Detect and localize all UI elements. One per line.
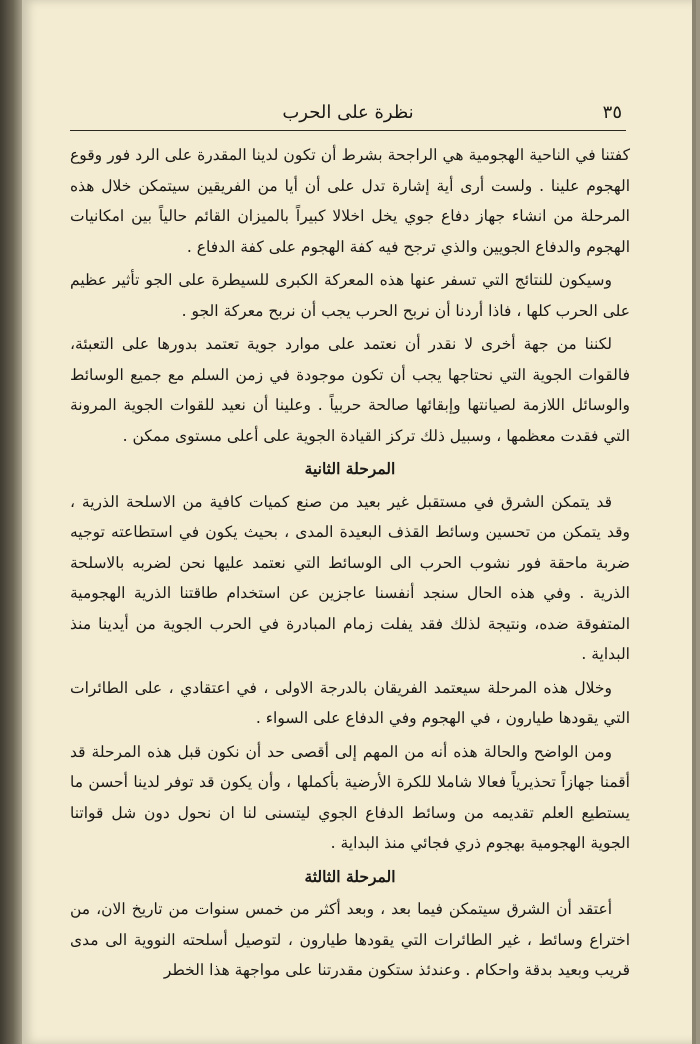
paragraph: ومن الواضح والحالة هذه أنه من المهم إلى أقصى حد أن نكون قبل هذه المرحلة قد أقمنا جهازاً تحذيرياً فعالا شاملا للكرة الأرضية بأكملها ، وأن يكون قد توفر لدينا أحسن ما يستطيع العلم تقديمه من وسائط الدفاع الجوي ليتسنى لنا ان نحول دون شل قواتنا الجوية الهجومية بهجوم ذري فجائي منذ البداية . — [70, 742, 630, 852]
book-spine-shadow — [0, 0, 22, 1044]
section-heading: المرحلة الثالثة — [304, 866, 396, 886]
page-number: ٣٥ — [602, 102, 622, 123]
page-edge — [692, 0, 696, 1044]
section-heading: المرحلة الثانية — [304, 459, 396, 478]
paragraph: أعتقد أن الشرق سيتمكن فيما بعد ، وبعد أكثر من خمس سنوات من تاريخ الان، من اختراع وسائط ، غير الطائرات التي يقودها طيارون ، لتوصيل أسلحته النووية الى مدى قريب وبعيد بدقة واحكام . وعندئذ ستكون مقدرتنا على مواجهة هذا الخطر — [70, 900, 630, 979]
paragraph: قد يتمكن الشرق في مستقبل غير بعيد من صنع كميات كافية من الاسلحة الذرية ، وقد يتمكن من تحسين وسائط القذف البعيدة المدى ، بحيث يكون في استطاعته توجيه ضربة ماحقة فور نشوب الحرب الى الوسائط التي نعتمد عليها نحن لضربه بالاسلحة الذرية . وفي هذه الحال سنجد أنفسنا عاجزين عن استخدام طاقتنا الذرية الهجومية المتفوقة ضده، ونتيجة لذلك فقد يفلت زمام المبادرة في الحرب الجوية من أيدينا منذ البداية . — [70, 492, 630, 663]
page-header — [70, 100, 626, 131]
paragraph: وخلال هذه المرحلة سيعتمد الفريقان بالدرجة الاولى ، في اعتقادي ، على الطائرات التي يقودها طيارون ، في الهجوم وفي الدفاع على السواء . — [70, 678, 630, 727]
page-body — [70, 140, 630, 989]
paragraph: لكننا من جهة أخرى لا نقدر أن نعتمد على موارد جوية تعتمد بدورها على التعبئة، فالقوات الجوية التي نحتاجها يجب أن تكون موجودة في زمن السلم مع جميع الوسائط والوسائل اللازمة لصيانتها وإبقائها صالحة حربياً . وعلينا أن نعيد للقوات الجوية المرونة التي فقدت معظمها ، وسبيل ذلك تركز القيادة الجوية على أعلى مستوى ممكن . — [70, 335, 630, 445]
running-title: نظرة على الحرب — [282, 102, 414, 123]
paragraph: وسيكون للنتائج التي تسفر عنها هذه المعركة الكبرى للسيطرة على الجو تأثير عظيم على الحرب كلها ، فاذا أردنا أن نربح الحرب يجب أن نربح معركة الجو . — [70, 271, 630, 320]
paragraph: كفتنا في الناحية الهجومية هي الراجحة بشرط أن تكون لدينا المقدرة على الرد فور وقوع الهجوم علينا . ولست أرى أية إشارة تدل على أن أيا من الفريقين سيتمكن خلال هذه المرحلة من انشاء جهاز دفاع جوي يخل اخلالا كبيراً بالميزان القائم حالياً بين امكانيات الهجوم والدفاع الجويين والذي ترجح فيه كفة الهجوم على كفة الدفاع . — [70, 146, 630, 256]
